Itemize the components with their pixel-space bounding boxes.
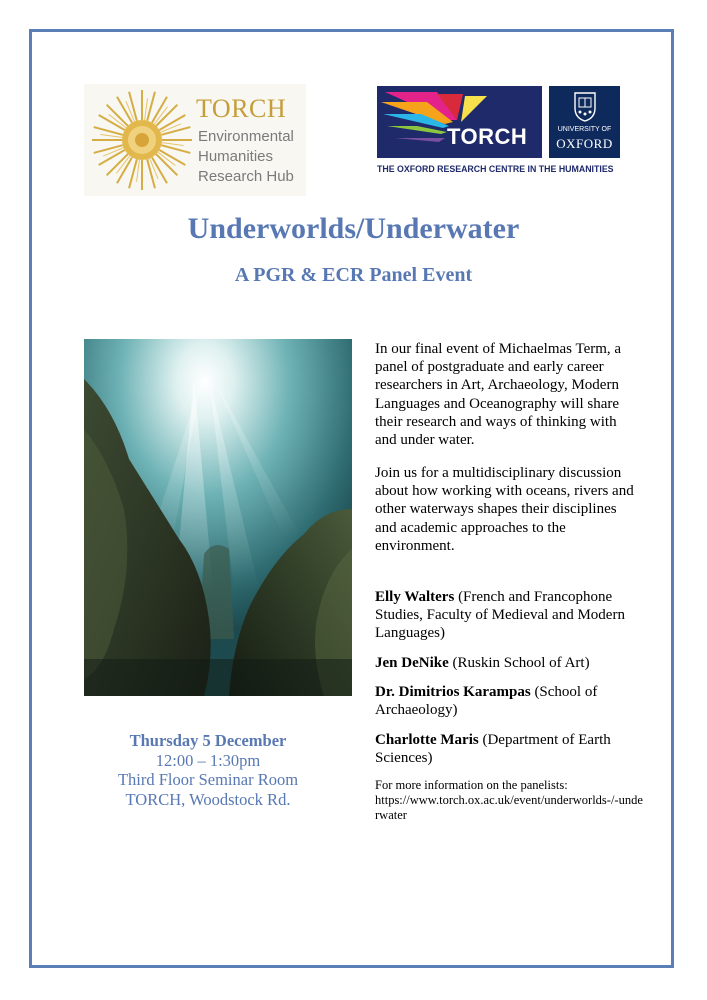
panelist-affiliation: (School of Archaeology) (375, 684, 598, 719)
sun-emblem-icon (88, 86, 196, 194)
panelist-2 (375, 654, 635, 672)
torch-tagline: THE OXFORD RESEARCH CENTRE IN THE HUMANITIES (377, 164, 614, 174)
panelist-affiliation: (French and Francophone Studies, Faculty of Medieval and Modern Languages) (375, 589, 625, 642)
panelist-4 (375, 731, 635, 767)
panelist-name: Dr. Dimitrios Karampas (375, 684, 531, 700)
event-title: Underworlds/Underwater (187, 212, 520, 245)
hub-logo-line-3: Research Hub (198, 168, 294, 185)
more-info-label: For more information on the panelists: (375, 778, 568, 792)
event-date: Thursday 5 December (129, 731, 287, 750)
environmental-humanities-hub-logo (84, 84, 306, 196)
more-info (375, 778, 645, 823)
event-subtitle: A PGR & ECR Panel Event (234, 264, 473, 286)
event-time: 12:00 – 1:30pm (155, 750, 261, 770)
underwater-canyon-photo (84, 339, 352, 696)
panelist-1 (375, 588, 635, 643)
event-venue: TORCH, Woodstock Rd. (125, 789, 291, 809)
description-paragraph-2: Join us for a multidisciplinary discussion about how working with oceans, rivers and other waterways shapes their disciplines and academic approaches to the environment. (375, 465, 634, 554)
hub-logo-line-1: Environmental (198, 128, 294, 145)
description-paragraph-1: In our final event of Michaelmas Term, a panel of postgraduate and early career researchers in Art, Archaeology, Modern Languages and Oceanography will share their research and ways of thinking with and under water. (375, 341, 622, 449)
panelist-affiliation: (Department of Earth Sciences) (375, 732, 611, 767)
panelist-affiliation: (Ruskin School of Art) (452, 655, 590, 671)
panelist-name: Elly Walters (375, 589, 455, 605)
oxford-crest-icon (574, 92, 596, 122)
panelist-name: Jen DeNike (375, 655, 449, 671)
university-of-oxford-logo (549, 86, 620, 158)
oxford-logo-name: OXFORD (556, 136, 613, 151)
event-details (84, 731, 332, 809)
torch-logo (377, 86, 542, 158)
panelist-3 (375, 683, 635, 719)
torch-logo-wordmark: TORCH (447, 124, 528, 149)
hub-logo-line-2: Humanities (198, 148, 274, 165)
panelist-name: Charlotte Maris (375, 732, 479, 748)
event-room: Third Floor Seminar Room (117, 770, 299, 789)
more-info-url[interactable]: https://www.torch.ox.ac.uk/event/underworlds-/-underwater (375, 793, 643, 822)
hub-logo-wordmark: TORCH (196, 94, 287, 123)
oxford-logo-university-of: UNIVERSITY OF (557, 126, 612, 133)
